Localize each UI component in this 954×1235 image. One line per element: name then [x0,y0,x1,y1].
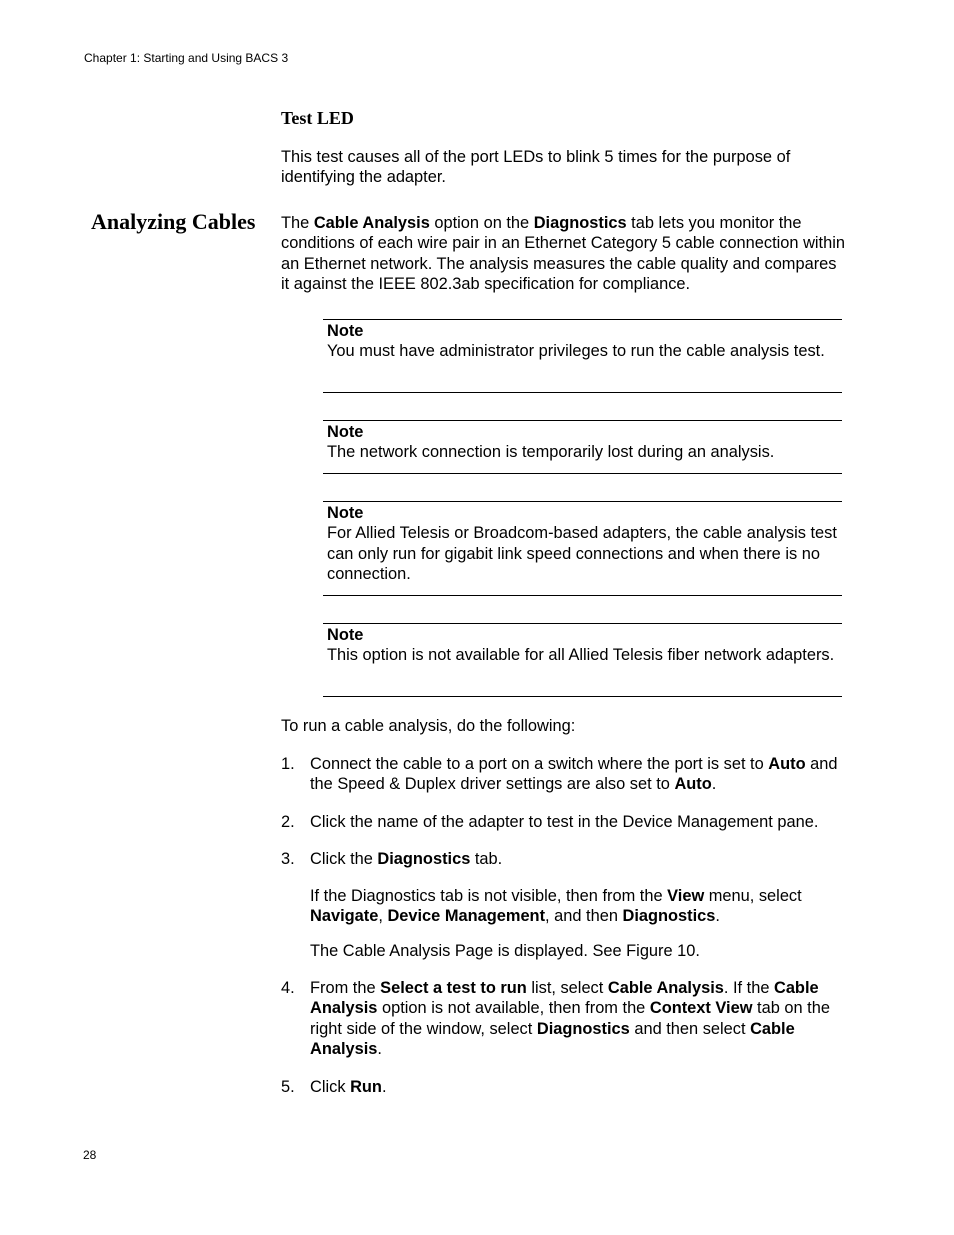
step-4 [281,978,846,1060]
step-number: 4. [281,979,295,997]
note-connection-lost [323,420,842,474]
note-title: Note [327,626,364,644]
step-text: Click the name of the adapter to test in the Device Management pane. [310,813,819,831]
note-text: The network connection is temporarily lost during an analysis. [327,443,775,462]
note-admin-privileges [323,319,842,393]
step-5 [281,1077,846,1097]
note-text: For Allied Telesis or Broadcom-based adapters, the cable analysis test can only run for gigabit link speed connections and when there is no connection. [327,524,837,584]
running-header: Chapter 1: Starting and Using BACS 3 [84,51,289,65]
page-number: 28 [83,1148,97,1162]
test-led-paragraph: This test causes all of the port LEDs to blink 5 times for the purpose of identifying the adapter. [281,148,791,187]
note-gigabit-only [323,501,842,596]
step-3-detail: If the Diagnostics tab is not visible, then from the View menu, select Navigate, Device Management, and then Diagnostics. [310,887,802,926]
step-number: 2. [281,813,295,831]
step-2 [281,812,846,832]
step-number: 1. [281,755,295,773]
note-title: Note [327,504,364,522]
note-fiber-unavailable [323,623,842,697]
note-title: Note [327,423,364,441]
section-title-test-led: Test LED [281,108,354,128]
step-text: From the Select a test to run list, select Cable Analysis. If the Cable Analysis option is not available, then from the Context View tab on the right side of the window, select Diagnostics and then select Cable Analysis. [310,979,830,1059]
note-text: You must have administrator privileges to run the cable analysis test. [327,342,825,361]
note-title: Note [327,322,364,340]
step-number: 5. [281,1078,295,1096]
note-text: This option is not available for all Allied Telesis fiber network adapters. [327,646,835,665]
procedure-intro: To run a cable analysis, do the following: [281,717,576,735]
step-text: Click Run. [310,1078,387,1096]
step-text: Click the Diagnostics tab. [310,850,503,868]
section-title-analyzing-cables: Analyzing Cables [91,209,256,234]
step-number: 3. [281,850,295,868]
step-text: Connect the cable to a port on a switch where the port is set to Auto and the Speed & Duplex driver settings are also set to Auto. [310,755,838,794]
step-1 [281,754,846,795]
step-3-result: The Cable Analysis Page is displayed. See Figure 10. [310,942,700,960]
step-3 [281,849,846,869]
analyzing-cables-paragraph: The Cable Analysis option on the Diagnostics tab lets you monitor the conditions of each wire pair in an Ethernet Category 5 cable connection within an Ethernet network. The analysis measures the cable quality and compares it against the IEEE 802.3ab specification for compliance. [281,214,845,294]
